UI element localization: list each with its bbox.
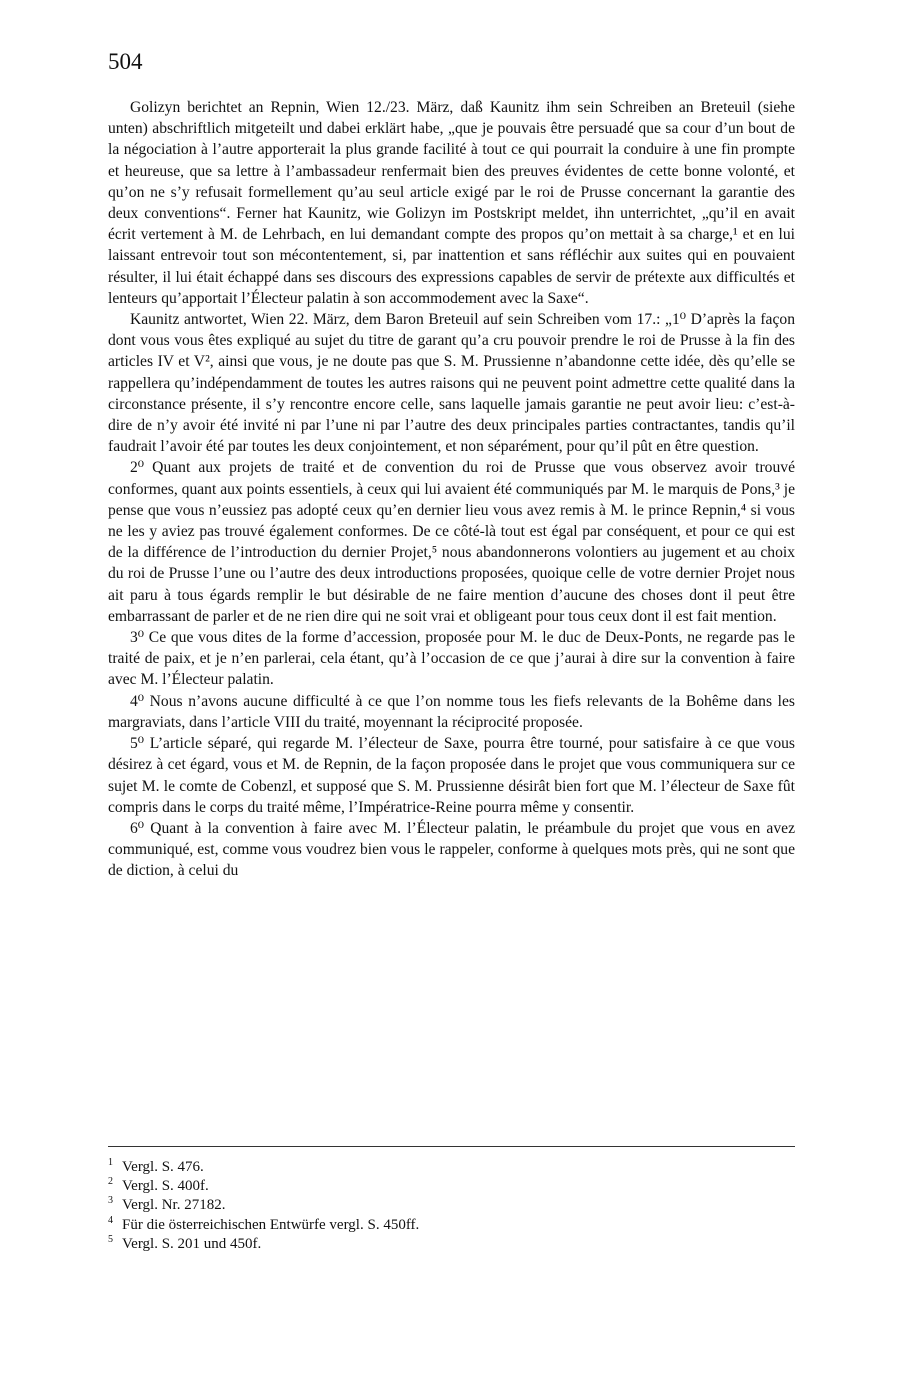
footnote-text: Vergl. S. 201 und 450f. (122, 1235, 262, 1252)
page-number: 504 (108, 49, 143, 74)
footnote: 2 Vergl. S. 400f. (108, 1176, 209, 1195)
body-text (108, 97, 795, 882)
paragraph: 6⁰ Quant à la convention à faire avec M. l’Électeur palatin, le préambule du projet que vous en avez communiqué, est, comme vous voudrez bien vous le rappeler, conforme à quelques mots près, qui ne sont que de diction, à celui du (108, 819, 795, 880)
paragraph: 3⁰ Ce que vous dites de la forme d’accession, proposée pour M. le duc de Deux-Ponts, ne regarde pas le traité de paix, et je n’en parlerai, cela étant, qu’à l’occasion de ce que j’aurai à dire sur la convention à faire avec M. l’Électeur palatin. (108, 629, 795, 689)
footnotes (108, 1158, 795, 1254)
paragraph: Golizyn berichtet an Repnin, Wien 12./23. März, daß Kaunitz ihm sein Schreiben an Breteuil (siehe unten) abschriftlich mitgeteilt und dabei erklärt habe, „que je pouvais être persuadé que sa cour d’un bout de la négociation à l’autre apporterait la plus grande facilité à tout ce qui pourrait la conduire à une fin prompte et heureuse, que sa lettre à l’ambassadeur renfermait bien des preuves évidentes de cette bonne volonté, et qu’on ne s’y refusait formellement qu’au seul article exigé par le roi de Prusse concernant la garantie des deux conventions“. Ferner hat Kaunitz, wie Golizyn im Postskript meldet, ihn unterrichtet, „qu’il en avait écrit vertement à M. de Lehrbach, en lui demandant compte des propos qu’on mettait à sa charge,¹ et en lui laissant entrevoir tout son mécontentement, si, par inattention et sans réfléchir aux suites qui en pouvaient résulter, il lui était échappé dans ses discours des expressions capables de servir de prétexte aux difficultés et lenteurs qu’apportait l’Électeur palatin à son accommodement avec la Saxe“. (108, 99, 795, 307)
footnote-text: Für die österreichischen Entwürfe vergl. S. 450ff. (122, 1216, 420, 1233)
footnote: 1 Vergl. S. 476. (108, 1157, 204, 1175)
footnote: 5 Vergl. S. 201 und 450f. (108, 1233, 262, 1252)
footnote: 4 Für die österreichischen Entwürfe vergl. S. 450ff. (108, 1214, 420, 1233)
paragraph: 2⁰ Quant aux projets de traité et de convention du roi de Prusse que vous observez avoir trouvé conformes, quant aux points essentiels, à ceux qui lui avaient été communiqués par M. le marquis de Pons,³ je pense que vous n’eussiez pas adopté ceux qu’en dernier lieu vous avez remis à M. le prince Repnin,⁴ si vous ne les y aviez pas trouvé également conformes. De ce côté-là tout est égal par conséquent, et pour ce qui est de la différence de l’introduction du dernier Projet,⁵ nous abandonnerons volontiers au jugement et au choix du roi de Prusse l’une ou l’autre des deux introductions proposées, quoique celle de votre dernier Projet nous ait paru à tous égards remplir le but désirable de ne faire mention d’aucune des choses dont il peut être embarrassant de parler et de ne rien dire qui ne soit vrai et obligeant pour tous ceux dont il est fait mention. (108, 459, 795, 625)
footnote-divider (108, 1146, 795, 1147)
footnote-text: Vergl. Nr. 27182. (122, 1197, 226, 1214)
paragraph: Kaunitz antwortet, Wien 22. März, dem Baron Breteuil auf sein Schreiben vom 17.: „1⁰ D’après la façon dont vous vous êtes expliqué au sujet du titre de garant qu’a cru pouvoir prendre le roi de Prusse à la fin des articles IV et V², ainsi que vous, je ne doute pas que S. M. Prussienne n’abandonne cette idée, dès qu’elle se rappellera qu’indépendamment de toutes les autres raisons qui ne peuvent point admettre cette qualité dans la circonstance présente, il s’y rencontre encore celle, sans laquelle jamais garantie ne peut avoir lieu: c’est-à-dire de n’y avoir été invité ni par l’une ni par l’autre des deux principales parties contractantes, tandis qu’il faudrait l’avoir été par toutes les deux conjointement, et non séparément, pour qu’il pût en être question. (108, 311, 795, 456)
footnote-text: Vergl. S. 400f. (122, 1178, 209, 1195)
footnote: 3 Vergl. Nr. 27182. (108, 1195, 226, 1214)
footnote-text: Vergl. S. 476. (122, 1159, 204, 1175)
paragraph: 4⁰ Nous n’avons aucune difficulté à ce que l’on nomme tous les fiefs relevants de la Bohême dans les margraviats, dans l’article VIII du traité, moyennant la réciprocité proposée. (108, 692, 795, 731)
paragraph: 5⁰ L’article séparé, qui regarde M. l’électeur de Saxe, pourra être tourné, pour satisfaire à ce que vous désirez à cet égard, vous et M. de Repnin, de la façon proposée dans le projet que vous communiquera sur ce sujet M. le comte de Cobenzl, et supposé que S. M. Prussienne désirât bien fort que M. l’électeur de Saxe fût compris dans le corps du traité même, l’Impératrice-Reine pourra même y consentir. (108, 735, 795, 816)
